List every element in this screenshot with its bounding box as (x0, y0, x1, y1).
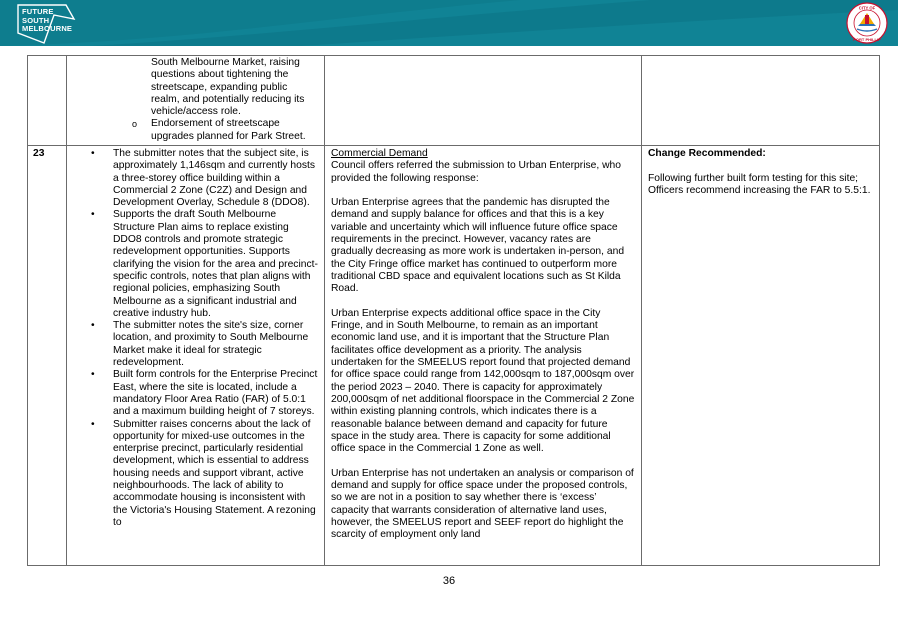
circle-bullet-icon: o (132, 119, 138, 130)
banner-wave-graphic (0, 0, 898, 46)
cell-number-empty (28, 56, 67, 146)
list-item: • The submitter notes that the subject site, is approximately 1,146sqm and currently hosts a three-storey office building within a Commercial 2 Zone (C2Z) and Design and Development Overlay, Schedule 8 (DDO8). (91, 148, 316, 209)
cell-response-empty (325, 56, 642, 146)
city-of-port-phillip-seal (846, 2, 888, 44)
response-heading: Commercial Demand (331, 148, 428, 159)
seal-bottom-text: PORT PHILLIP (853, 37, 881, 42)
response-paragraph: Council offers referred the submission to Urban Enterprise, who provided the following response: (331, 160, 621, 184)
cell-submission-continued (67, 56, 325, 146)
seal-top-text: CITY OF (858, 5, 876, 11)
logo-line-3: MELBOURNE (22, 24, 73, 33)
sub-bullet-tail: South Melbourne Market, raising questions about tightening the streetscape, expanding public realm, and potentially reducing its vehicle/access role. (151, 57, 305, 118)
row-number: 23 (28, 146, 67, 566)
bullet-icon: • (91, 320, 95, 332)
recommendation-heading: Change Recommended: (648, 148, 766, 159)
sub-bullet-list (67, 57, 324, 143)
table-row-23 (28, 146, 880, 566)
cell-submission-summary (67, 146, 325, 566)
list-item: • Submitter raises concerns about the lack of opportunity for mixed-use outcomes in the enterprise precinct, particularly residential development, which is essential to address housing needs and support vibrant, active neighbourhoods. The lack of ability to accommodate housing is inconsistent with the Victoria's Housing Statement. A rezoning to (91, 418, 316, 528)
header-banner (0, 0, 898, 46)
recommendation-text: Following further built form testing for this site; Officers recommend increasing the FAR to 5.5:1. (648, 172, 871, 196)
logo-line-1: FUTURE (22, 7, 54, 16)
bullet-icon: • (91, 369, 95, 381)
cell-recommendation (642, 146, 880, 566)
submission-bullet-list (67, 148, 324, 529)
list-item: • Built form controls for the Enterprise Precinct East, where the site is located, include a mandatory Floor Area Ratio (FAR) of 5.0:1 and a maximum building height of 7 storeys. (91, 369, 318, 418)
list-item: • Supports the draft South Melbourne Structure Plan aims to replace existing DDO8 controls and promote strategic redevelopment opportunities. Supports clarifying the vision for the area and precinct-specific controls, notes that plan aligns with regional policies, emphasizing South Melbourne as a significant industrial and creative industry hub. (91, 209, 318, 319)
page-number: 36 (442, 575, 456, 587)
list-item: o Endorsement of streetscape upgrades planned for Park Street. (132, 118, 306, 142)
bullet-icon: • (91, 209, 95, 221)
cell-officer-response (325, 146, 642, 566)
submissions-table (27, 55, 880, 566)
bullet-icon: • (91, 418, 95, 430)
bullet-icon: • (91, 148, 95, 159)
response-paragraph: Urban Enterprise has not undertaken an analysis or comparison of demand and supply for office space under the proposed controls, so we are not in a position to say whether there is ‘excess’ capacity that warrants consideration of alternative land uses, however, the SMEELUS report and SEEF report do highlight the scarcity of employment only land (331, 467, 634, 541)
logo (22, 8, 72, 34)
response-paragraph: Urban Enterprise expects additional office space in the City Fringe, and in South Melbourne, to remain as an important economic land use, and it is important that the Structure Plan facilitates office development as a priority. The analysis undertaken for the SMEELUS report found that projected demand for office space could range from 142,000sqm to 187,000sqm over the period 2023 – 2040. There is capacity for approximately 200,000sqm of net additional floorspace in the Commercial 2 Zone within existing planning controls, which indicates there is a reasonable balance between demand and capacity for future space in the study area. There is capacity for some additional office space in the Commercial 1 Zone as well. (331, 307, 635, 455)
logo-line-2: SOUTH (22, 15, 50, 25)
list-item: • The submitter notes the site's size, corner location, and proximity to South Melbourne Market make it ideal for strategic redevelopment. (91, 320, 309, 369)
table-row-continuation (28, 56, 880, 146)
cell-recommendation-empty (642, 56, 880, 146)
response-paragraph: Urban Enterprise agrees that the pandemic has disrupted the demand and supply balance for offices and that this is a key variable and uncertainty which will influence future office space requirements in the precinct. However, vacancy rates are gradually decreasing as more work is undertaken in-person, and the City Fringe office market has continued to outperform more traditional CBD space and equivalent locations such as St Kilda Road. (331, 197, 625, 295)
